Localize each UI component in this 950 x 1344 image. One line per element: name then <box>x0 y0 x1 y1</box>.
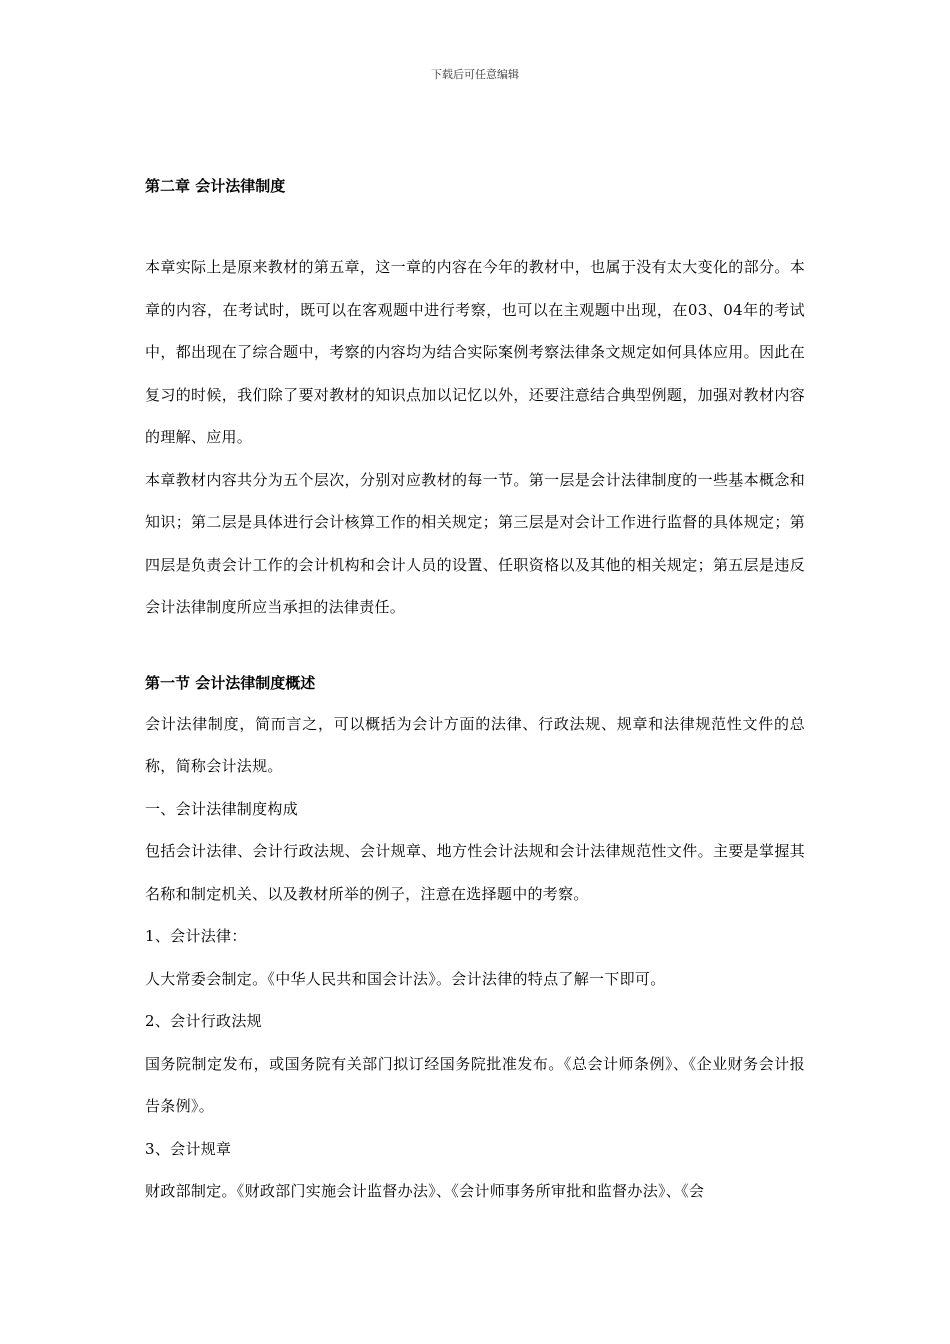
chapter-title: 第二章 会计法律制度 <box>145 177 286 195</box>
section-title: 第一节 会计法律制度概述 <box>145 673 316 692</box>
document-body <box>145 172 805 1213</box>
item-text-2: 国务院制定发布，或国务院有关部门拟订经国务院批准发布。《总会计师条例》、《企业财务会计报告条例》。 <box>145 1054 805 1115</box>
item-text-1: 人大常委会制定。《中华人民共和国会计法》。会计法律的特点了解一下即可。 <box>145 969 666 988</box>
spacer <box>145 200 805 246</box>
intro-paragraph-1: 本章实际上是原来教材的第五章，这一章的内容在今年的教材中，也属于没有太大变化的部分。本章的内容，在考试时，既可以在客观题中进行考察，也可以在主观题中出现，在03、04年的考试中，都出现在了综合题中，考察的内容均为结合实际案例考察法律条文规定如何具体应用。因此在复习的时候，我们除了要对教材的知识点加以记忆以外，还要注意结合典型例题，加强对教材内容的理解、应用。 <box>145 258 805 446</box>
section-paragraph-1: 会计法律制度，简而言之，可以概括为会计方面的法律、行政法规、规章和法律规范性文件的总称，简称会计法规。 <box>145 714 805 775</box>
subheading-1: 一、会计法律制度构成 <box>145 799 299 818</box>
item-heading-2: 2、会计行政法规 <box>145 1012 262 1030</box>
item-heading-1: 1、会计法律： <box>145 927 247 945</box>
item-text-3: 财政部制定。《财政部门实施会计监督办法》、《会计师事务所审批和监督办法》、《会 <box>145 1182 705 1200</box>
intro-paragraph-2: 本章教材内容共分为五个层次，分别对应教材的每一节。第一层是会计法律制度的一些基本概念和知识；第二层是具体进行会计核算工作的相关规定；第三层是对会计工作进行监督的具体规定；第四层是负责会计工作的会计机构和会计人员的设置、任职资格以及其他的相关规定；第五层是违反会计法律制度所应当承担的法律责任。 <box>145 470 805 616</box>
section-paragraph-2: 包括会计法律、会计行政法规、会计规章、地方性会计法规和会计法律规范性文件。主要是掌握其名称和制定机关、以及教材所举的例子，注意在选择题中的考察。 <box>145 842 805 903</box>
spacer <box>145 629 805 669</box>
item-heading-3: 3、会计规章 <box>145 1139 232 1158</box>
page-header: 下载后可任意编辑 <box>431 68 519 81</box>
